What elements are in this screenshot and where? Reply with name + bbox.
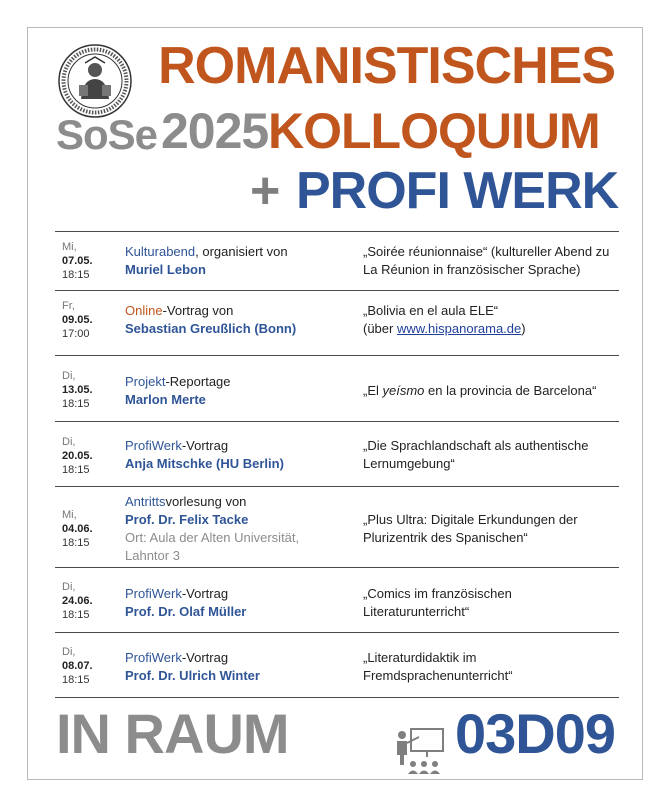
event-date xyxy=(62,240,93,282)
event-info xyxy=(125,373,335,409)
event-topic xyxy=(363,302,619,338)
lecture-icon xyxy=(393,727,449,775)
event-kind-rest: -Vortrag von xyxy=(162,303,234,318)
event-kind-rest: -Vortrag xyxy=(181,650,229,665)
event-speaker: Sebastian Greußlich (Bonn) xyxy=(125,321,297,336)
event-info xyxy=(125,493,335,565)
event-date xyxy=(62,435,93,477)
event-topic: „Literaturdidaktik im Fremdsprachenunterricht“ xyxy=(363,650,513,683)
schedule-row xyxy=(55,487,619,568)
event-info xyxy=(125,302,335,338)
event-day: 09.05. xyxy=(62,314,93,326)
title-kolloquium: KOLLOQUIUM xyxy=(268,103,600,159)
event-time: 17:00 xyxy=(62,328,90,340)
day-of-week: Di, xyxy=(62,436,76,448)
event-day: 08.07. xyxy=(62,660,93,672)
event-time: 18:15 xyxy=(62,609,90,621)
event-kind: Online xyxy=(125,303,163,318)
event-topic: „Die Sprachlandschaft als authentische Lernumgebung“ xyxy=(363,438,589,471)
event-time: 18:15 xyxy=(62,398,90,410)
event-topic: „Comics im französischen Literaturunterricht“ xyxy=(363,586,512,619)
event-topic-title: „Bolivia en el aula ELE“ xyxy=(363,303,499,318)
event-date xyxy=(62,299,93,341)
event-time: 18:15 xyxy=(62,674,90,686)
schedule-row xyxy=(55,291,619,356)
event-topic-pre: (über xyxy=(363,321,397,336)
title-profi-werk: PROFI WERK xyxy=(296,162,619,220)
event-info xyxy=(125,585,335,621)
schedule-row xyxy=(55,356,619,422)
event-kind: Kulturabend xyxy=(125,244,196,259)
event-kind-rest: , organisiert von xyxy=(195,244,288,259)
event-topic-a: „El xyxy=(363,383,383,398)
event-info xyxy=(125,649,335,685)
title-plus: + xyxy=(250,162,280,220)
event-kind-rest: vorlesung von xyxy=(165,494,247,509)
event-kind: ProfiWerk xyxy=(125,438,182,453)
event-kind: Antritts xyxy=(125,494,166,509)
title-romanistisches: ROMANISTISCHES xyxy=(158,37,615,95)
event-day: 07.05. xyxy=(62,255,93,267)
schedule-row xyxy=(55,422,619,487)
event-speaker: Prof. Dr. Felix Tacke xyxy=(125,512,249,527)
day-of-week: Di, xyxy=(62,581,76,593)
day-of-week: Di, xyxy=(62,370,76,382)
schedule-row xyxy=(55,633,619,698)
event-date xyxy=(62,369,93,411)
event-speaker: Prof. Dr. Olaf Müller xyxy=(125,604,247,619)
event-speaker: Muriel Lebon xyxy=(125,262,206,277)
event-speaker: Anja Mitschke (HU Berlin) xyxy=(125,456,284,471)
event-speaker: Prof. Dr. Ulrich Winter xyxy=(125,668,260,683)
university-seal-icon xyxy=(57,43,133,119)
day-of-week: Mi, xyxy=(62,509,77,521)
event-topic: „Plus Ultra: Digitale Erkundungen der Plurizentrik des Spanischen“ xyxy=(363,512,578,545)
event-topic-em: yeísmo xyxy=(382,383,425,398)
year-label: 2025 xyxy=(161,103,269,159)
event-topic-b: en la provincia de Barcelona“ xyxy=(424,383,597,398)
event-speaker: Marlon Merte xyxy=(125,392,206,407)
event-kind: ProfiWerk xyxy=(125,650,182,665)
event-kind: ProfiWerk xyxy=(125,586,182,601)
day-of-week: Mi, xyxy=(62,241,77,253)
event-time: 18:15 xyxy=(62,537,90,549)
event-date xyxy=(62,580,93,622)
event-kind-rest: -Reportage xyxy=(165,374,231,389)
event-topic: „Soirée réunionnaise“ (kultureller Abend zu La Réunion in französischer Sprache) xyxy=(363,244,610,277)
event-day: 04.06. xyxy=(62,523,93,535)
event-time: 18:15 xyxy=(62,464,90,476)
event-date xyxy=(62,508,93,550)
hispanorama-link[interactable]: www.hispanorama.de xyxy=(396,321,522,336)
event-date xyxy=(62,645,93,687)
event-topic-post: ) xyxy=(521,321,526,336)
schedule-row xyxy=(55,232,619,291)
schedule-table xyxy=(55,231,619,698)
day-of-week: Di, xyxy=(62,646,76,658)
event-day: 13.05. xyxy=(62,384,93,396)
schedule-row xyxy=(55,568,619,633)
day-of-week: Fr, xyxy=(62,300,75,312)
event-info xyxy=(125,243,335,279)
semester-label: SoSe xyxy=(56,111,158,158)
event-kind: Projekt xyxy=(125,374,166,389)
event-day: 20.05. xyxy=(62,450,93,462)
event-location: Ort: Aula der Alten Universität, Lahntor 3 xyxy=(125,530,300,563)
room-number: 03D09 xyxy=(454,702,615,765)
event-kind-rest: -Vortrag xyxy=(181,586,229,601)
event-day: 24.06. xyxy=(62,595,93,607)
room-label: IN RAUM xyxy=(56,702,289,765)
event-info xyxy=(125,437,335,473)
event-kind-rest: -Vortrag xyxy=(181,438,229,453)
event-topic xyxy=(363,382,619,400)
event-time: 18:15 xyxy=(62,269,90,281)
